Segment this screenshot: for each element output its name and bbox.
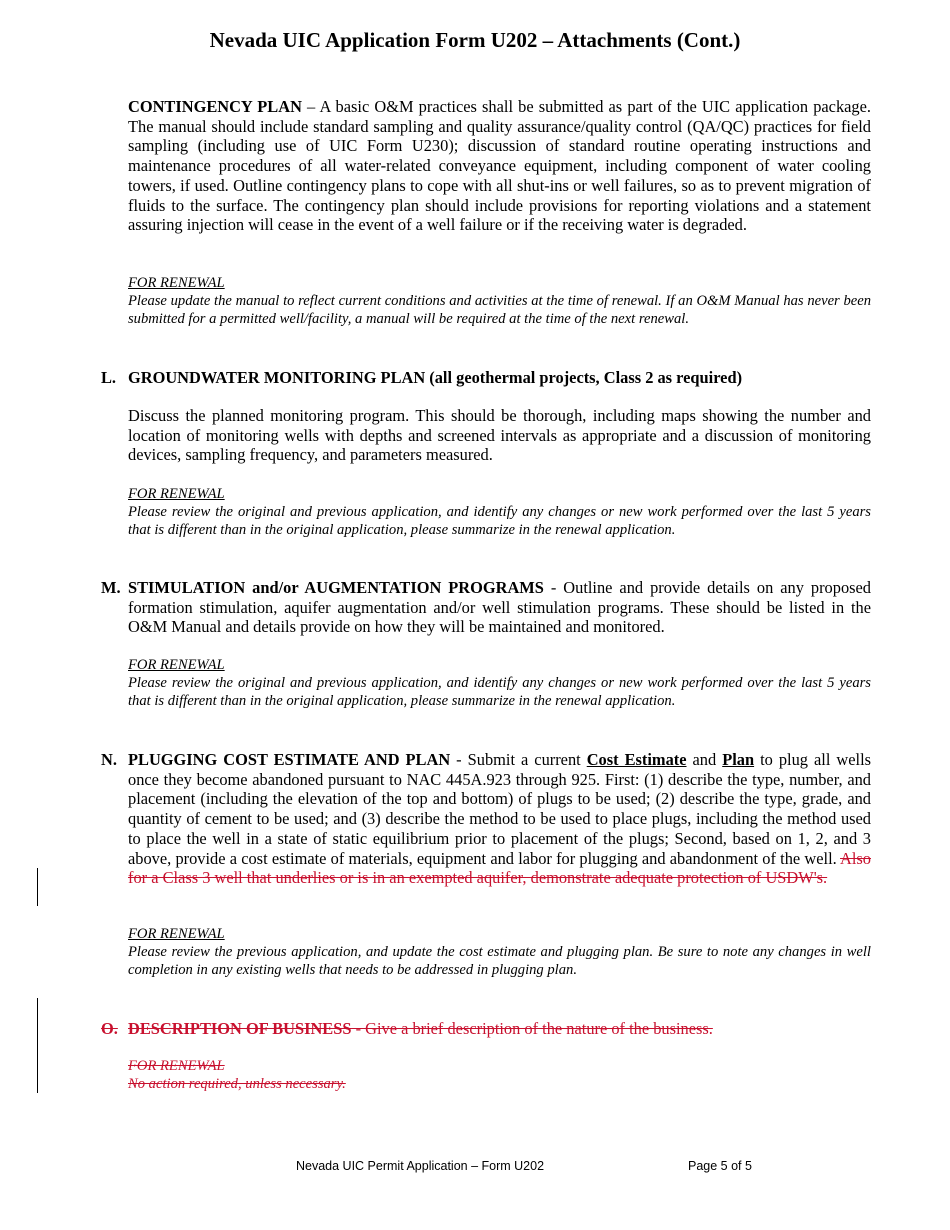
revision-change-bar xyxy=(37,998,38,1093)
section-o-text: - Give a brief description of the nature of the business. xyxy=(351,1019,713,1038)
section-m-heading: STIMULATION and/or AUGMENTATION PROGRAMS xyxy=(128,578,544,597)
section-m-letter: M. xyxy=(101,578,121,597)
section-o-paragraph xyxy=(128,1019,871,1039)
section-n-letter: N. xyxy=(101,750,117,769)
cost-estimate-term: Cost Estimate xyxy=(586,750,687,769)
renewal-text: Please review the original and previous application, and identify any changes or new work performed over the last 5 years that is different than in the original application, please summarize in the renewal application. xyxy=(128,675,871,709)
renewal-text: Please review the original and previous application, and identify any changes or new work performed over the last 5 years that is different than in the original application, please summarize in the renewal application. xyxy=(128,504,871,538)
plan-term: Plan xyxy=(722,750,755,769)
contingency-renewal xyxy=(128,274,871,328)
renewal-text: No action required, unless necessary. xyxy=(128,1076,346,1092)
section-n-heading: PLUGGING COST ESTIMATE AND PLAN xyxy=(128,750,451,769)
renewal-heading: FOR RENEWAL xyxy=(128,657,225,673)
section-m-paragraph xyxy=(128,578,871,637)
section-l xyxy=(128,368,871,388)
renewal-heading: FOR RENEWAL xyxy=(128,275,225,291)
footer-title: Nevada UIC Permit Application – Form U202 xyxy=(296,1159,545,1173)
section-n-text-b: to plug all wells once they become abandoned pursuant to NAC 445A.923 through 925. First: (1) describe the type, number, and placement (including the elevation of the top and bottom) of plugs to be used; (2) describe the type, grade, and quantity of cement to be used; and (3) describe the method to be used to place plugs, including the method used to place the well in a state of static equilibrium prior to placement of the plugs; Second, based on 1, 2, and 3 above, provide a cost estimate of materials, equipment and labor for plugging and abandonment of the well. xyxy=(128,750,871,868)
section-l-letter: L. xyxy=(101,368,117,387)
section-l-body xyxy=(128,406,871,465)
contingency-plan-text: – A basic O&M practices shall be submitted as part of the UIC application package. The manual should include standard sampling and quality assurance/quality control (QA/QC) practices for field sampling (including use of UIC Form U230); discussion of standard routine operating instructions and maintenance procedures of all water-related conveyance equipment, including component of water cooling towers, if used. Outline contingency plans to cope with all shut-ins or well failures, so as to prevent migration of fluids to the surface. The contingency plan should include provisions for reporting violations and a statement assuring injection will cease in the event of a well failure or if the receiving water is degraded. xyxy=(128,97,871,235)
section-l-renewal xyxy=(128,485,871,539)
section-n-text-and: and xyxy=(686,750,723,769)
section-o-renewal xyxy=(128,1057,871,1093)
renewal-text: Please review the previous application, and update the cost estimate and plugging plan. Be sure to note any changes in well completion in any existing wells that needs to be addressed in plugging plan. xyxy=(128,944,871,978)
section-m xyxy=(128,578,871,637)
section-o xyxy=(128,1019,871,1039)
section-l-text: Discuss the planned monitoring program. This should be thorough, including maps showing the number and location of monitoring wells with depths and screened intervals as appropriate and a discussion of monitoring devices, sampling frequency, and parameters measured. xyxy=(128,406,871,465)
page-number: Page 5 of 5 xyxy=(688,1159,752,1173)
section-m-renewal xyxy=(128,656,871,710)
section-m-text: - Outline and provide details on any proposed formation stimulation, aquifer augmentation and/or well stimulation programs. These should be listed in the O&M Manual and details provide on how they will be maintained and monitored. xyxy=(128,578,871,637)
struck-text: Also for a Class 3 well that underlies or is in an exempted aquifer, demonstrate adequate protection of USDW's. xyxy=(128,848,871,888)
section-n-paragraph xyxy=(128,750,871,888)
revision-change-bar xyxy=(37,868,38,906)
contingency-plan-section xyxy=(128,97,871,235)
section-n-renewal xyxy=(128,925,871,979)
renewal-heading: FOR RENEWAL xyxy=(128,926,225,942)
section-l-heading: GROUNDWATER MONITORING PLAN (all geothermal projects, Class 2 as required) xyxy=(128,368,743,387)
contingency-plan-paragraph xyxy=(128,97,871,235)
renewal-text: Please update the manual to reflect current conditions and activities at the time of renewal. If an O&M Manual has never been submitted for a permitted well/facility, a manual will be required at the time of the next renewal. xyxy=(128,293,871,327)
renewal-heading: FOR RENEWAL xyxy=(128,486,225,502)
page-title: Nevada UIC Application Form U202 – Attachments (Cont.) xyxy=(209,28,741,52)
contingency-plan-heading: CONTINGENCY PLAN xyxy=(128,97,302,116)
renewal-heading: FOR RENEWAL xyxy=(128,1058,225,1074)
section-n-text-a: - Submit a current xyxy=(450,750,587,769)
section-n xyxy=(128,750,871,888)
section-o-letter: O. xyxy=(101,1019,118,1038)
section-o-heading: DESCRIPTION OF BUSINESS xyxy=(128,1019,352,1038)
